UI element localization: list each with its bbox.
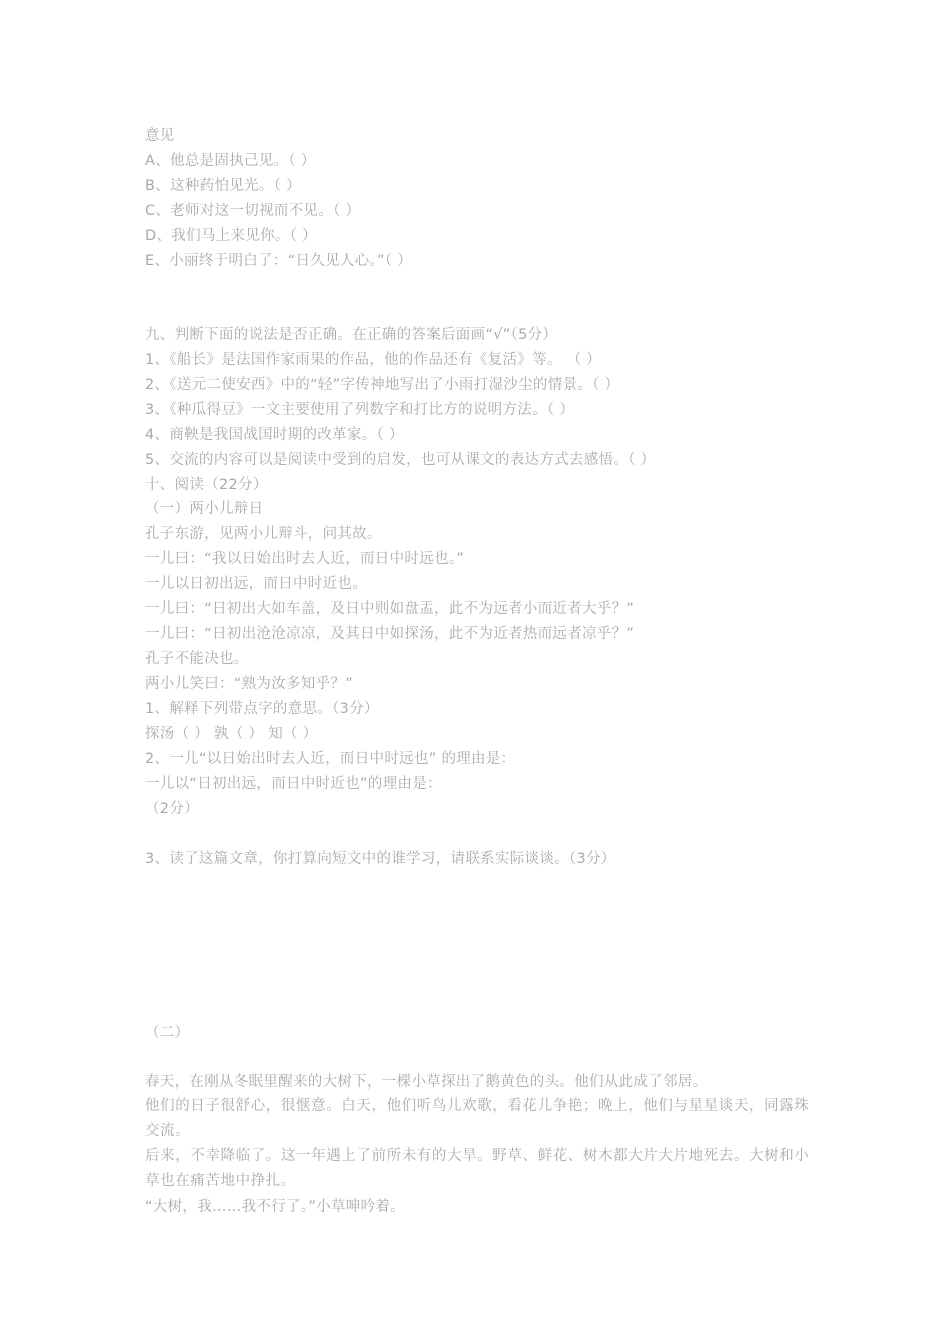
- question2-part-a: 2、一儿“以日始出时去人近，而日中时远也” 的理由是：: [145, 751, 516, 767]
- passage1-line: 一儿以日初出远，而日中时近也。: [145, 576, 367, 592]
- passage1-line: 一儿曰：“日初出沧沧凉凉，及其日中如探汤，此不为近者热而远者凉乎？”: [145, 626, 635, 642]
- section9-item: 5、交流的内容可以是阅读中受到的启发，也可从课文的表达方式去感悟。（ ）: [145, 452, 656, 468]
- section9-item: 2、《送元二使安西》中的“轻”字传神地写出了小雨打湿沙尘的情景。（ ）: [145, 377, 620, 393]
- passage1-line: 两小儿笑曰：“熟为汝多知乎？”: [145, 676, 354, 692]
- passage1-line: 孔子不能决也。: [145, 651, 249, 667]
- section8-option-c: C、老师对这一切视而不见。（ ）: [145, 203, 361, 219]
- section9-title: 九、判断下面的说法是否正确。在正确的答案后面画“√”（5分）: [145, 327, 558, 343]
- passage2-paragraph: 春天，在刚从冬眠里醒来的大树下，一棵小草探出了鹅黄色的头。他们从此成了邻居。: [145, 1074, 708, 1090]
- passage1-line: 孔子东游，见两小儿辩斗，问其故。: [145, 526, 382, 542]
- section9-item: 4、商鞅是我国战国时期的改革家。（ ）: [145, 427, 404, 443]
- question1: 1、解释下列带点字的意思。（3分）: [145, 701, 379, 717]
- question1-words: 探汤（ ） 孰（ ） 知（ ）: [145, 726, 318, 742]
- question2-score: （2分）: [145, 801, 199, 817]
- passage2-heading: （二）: [145, 1025, 190, 1041]
- section8-option-d: D、我们马上来见你。（ ）: [145, 228, 317, 244]
- passage2-paragraph: 他们的日子很舒心，很惬意。白天，他们听鸟儿欢歌，看花儿争艳；晚上，他们与星星谈天，同露珠交流。: [145, 1098, 810, 1139]
- question3: 3、读了这篇文章，你打算向短文中的谁学习，请联系实际谈谈。（3分）: [145, 851, 616, 867]
- section9-item: 1、《船长》是法国作家雨果的作品，他的作品还有《复活》等。 （ ）: [145, 352, 602, 368]
- question2-part-b: 一儿以“日初出远，而日中时近也”的理由是：: [145, 776, 442, 792]
- passage1-heading: （一）两小儿辩日: [145, 501, 264, 517]
- passage2-paragraph: “大树，我……我不行了。”小草呻吟着。: [145, 1199, 405, 1215]
- document-page: [145, 0, 825, 1344]
- section8-option-e: E、小丽终于明白了：“日久见人心。”（ ）: [145, 253, 413, 269]
- section8-option-a: A、他总是固执己见。（ ）: [145, 153, 316, 169]
- passage2-paragraph: 后来，不幸降临了。这一年遇上了前所未有的大旱。野草、鲜花、树木都大片大片地死去。大树和小草也在痛苦地中挣扎。: [145, 1148, 810, 1189]
- passage1-line: 一儿曰：“日初出大如车盖，及日中则如盘盂，此不为远者小而近者大乎？”: [145, 601, 635, 617]
- passage1-line: 一儿曰：“我以日始出时去人近，而日中时远也。”: [145, 551, 465, 567]
- section8-option-b: B、这种药怕见光。（ ）: [145, 178, 301, 194]
- section10-title: 十、阅读（22分）: [145, 477, 268, 493]
- section8-word: 意见: [145, 128, 175, 144]
- section9-item: 3、《种瓜得豆》一文主要使用了列数字和打比方的说明方法。（ ）: [145, 402, 575, 418]
